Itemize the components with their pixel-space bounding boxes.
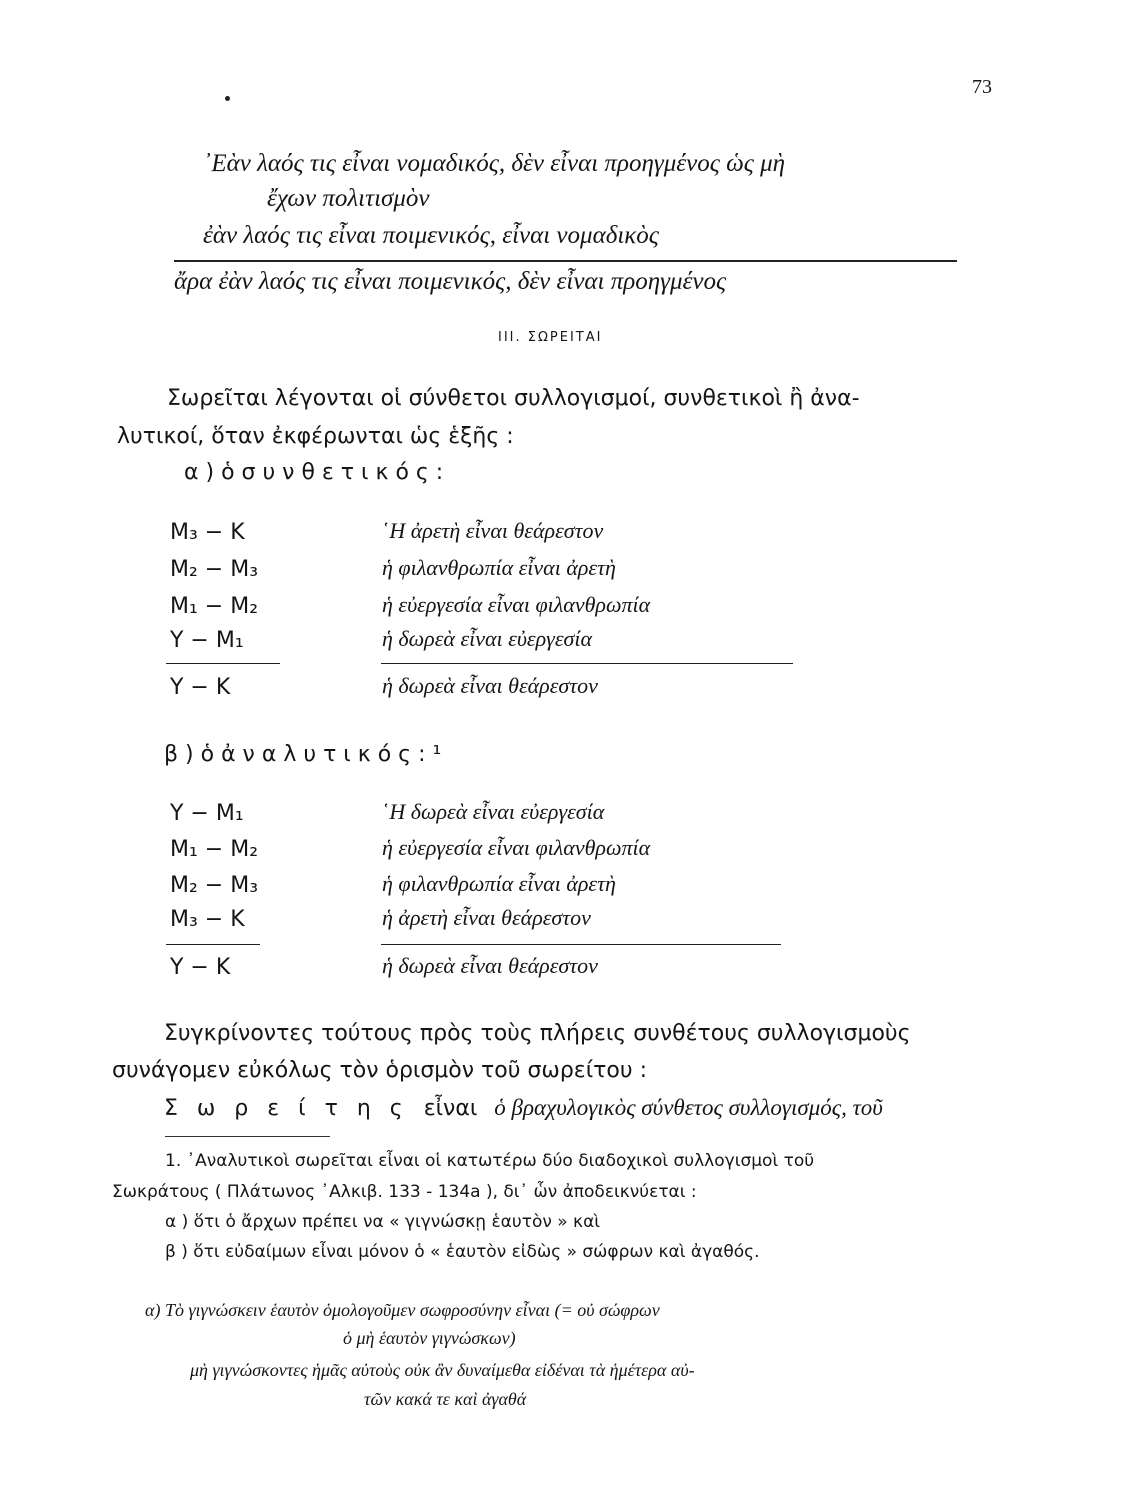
quote-line-2: ὁ μὴ ἑαυτὸν γιγνώσκων) — [343, 1328, 516, 1348]
synthetic-rule-left — [166, 663, 280, 664]
example-premise-1-cont: ἔχων πολιτισμὸν — [267, 185, 430, 212]
synthetic-rhs: ῾Η ἀρετὴ εἶναι θεάρεστον — [382, 518, 604, 543]
quote-line-4: τῶν κακά τε καὶ ἀγαθά — [364, 1389, 527, 1409]
example-premise-1: ᾿Εὰν λαός τις εἶναι νομαδικός, δὲν εἶναι προηγμένος ὡς μὴ — [203, 150, 786, 177]
analytic-heading: β ) ὁ ἀ ν α λ υ τ ι κ ό ς : ¹ — [164, 742, 442, 767]
synthetic-rhs: ἡ δωρεὰ εἶναι εὐεργεσία — [382, 626, 592, 651]
page-number: 73 — [972, 76, 992, 98]
quote-line-3: μὴ γιγνώσκοντες ἡμᾶς αὐτοὺς οὐκ ἂν δυναίμεθα εἰδέναι τὰ ἡμέτερα αὐ- — [190, 1360, 695, 1380]
synthetic-lhs: M₂ − M₃ — [170, 557, 259, 582]
analytic-rule-left — [166, 944, 260, 945]
example-conclusion: ἄρα ἐὰν λαός τις εἶναι ποιμενικός, δὲν εἶναι προηγμένος — [174, 268, 727, 295]
footnote-rule — [165, 1136, 330, 1137]
analytic-result-lhs: Y − K — [170, 955, 231, 980]
definition-term: Σ ω ρ ε ί τ η ς — [164, 1096, 409, 1121]
synthetic-result-rhs: ἡ δωρεὰ εἶναι θεάρεστον — [382, 673, 598, 698]
analytic-rule-right — [381, 944, 781, 945]
quote-line-1: α) Τὸ γιγνώσκειν ἑαυτὸν ὁμολογοῦμεν σωφροσύνην εἶναι (= οὐ σώφρων — [145, 1300, 660, 1320]
synthetic-lhs: M₁ − M₂ — [170, 594, 259, 619]
synthetic-rhs: ἡ εὐεργεσία εἶναι φιλανθρωπία — [382, 592, 651, 617]
footnote-line-1: 1. ᾿Αναλυτικοὶ σωρεῖται εἶναι οἱ κατωτέρω δύο διαδοχικοὶ συλλογισμοὶ τοῦ — [165, 1151, 815, 1171]
synthetic-lhs: M₃ − K — [170, 520, 245, 545]
analytic-lhs: M₁ − M₂ — [170, 837, 259, 862]
intro-line-2: λυτικοί, ὅταν ἐκφέρωνται ὡς ἑξῆς : — [117, 424, 514, 449]
conclusion-rule — [174, 260, 957, 262]
footnote-line-2: Σωκράτους ( Πλάτωνος ᾿Αλκιβ. 133 - 134a ), δι᾿ ὧν ἀποδεικνύεται : — [112, 1182, 697, 1202]
compare-line-2: συνάγομεν εὐκόλως τὸν ὁρισμὸν τοῦ σωρείτου : — [112, 1058, 647, 1083]
analytic-lhs: Y − M₁ — [170, 801, 244, 826]
compare-line-1: Συγκρίνοντες τούτους πρὸς τοὺς πλήρεις συνθέτους συλλογισμοὺς — [164, 1021, 911, 1046]
analytic-rhs: ῾Η δωρεὰ εἶναι εὐεργεσία — [382, 799, 605, 824]
footnote-line-3: α ) ὅτι ὁ ἄρχων πρέπει να « γιγνώσκῃ ἑαυτὸν » καὶ — [165, 1212, 601, 1232]
definition-verb: εἶναι — [423, 1096, 478, 1121]
intro-line-1: Σωρεῖται λέγονται οἱ σύνθετοι συλλογισμοί, συνθετικοὶ ἢ ἀνα- — [167, 386, 860, 411]
synthetic-rhs: ἡ φιλανθρωπία εἶναι ἀρετὴ — [382, 555, 616, 580]
synthetic-lhs: Y − M₁ — [170, 628, 244, 653]
example-premise-2: ἐὰν λαός τις εἶναι ποιμενικός, εἶναι νομαδικὸς — [203, 222, 659, 249]
definition-line — [164, 1095, 883, 1121]
analytic-rhs: ἡ ἀρετὴ εἶναι θεάρεστον — [382, 905, 591, 930]
synthetic-rule-right — [381, 663, 793, 664]
synthetic-heading: α ) ὁ σ υ ν θ ε τ ι κ ό ς : — [184, 460, 444, 485]
analytic-lhs: M₃ − K — [170, 907, 245, 932]
section-title: ΙΙΙ. ΣΩΡΕΙΤΑΙ — [498, 330, 603, 345]
ink-dot — [225, 96, 230, 101]
analytic-rhs: ἡ φιλανθρωπία εἶναι ἀρετὴ — [382, 871, 616, 896]
definition-text: ὁ βραχυλογικὸς σύνθετος συλλογισμός, τοῦ — [494, 1095, 883, 1120]
analytic-rhs: ἡ εὐεργεσία εἶναι φιλανθρωπία — [382, 835, 651, 860]
analytic-lhs: M₂ − M₃ — [170, 873, 259, 898]
analytic-result-rhs: ἡ δωρεὰ εἶναι θεάρεστον — [382, 953, 598, 978]
footnote-line-4: β ) ὅτι εὐδαίμων εἶναι μόνον ὁ « ἑαυτὸν εἰδὼς » σώφρων καὶ ἀγαθός. — [165, 1242, 760, 1262]
synthetic-result-lhs: Y − K — [170, 675, 231, 700]
